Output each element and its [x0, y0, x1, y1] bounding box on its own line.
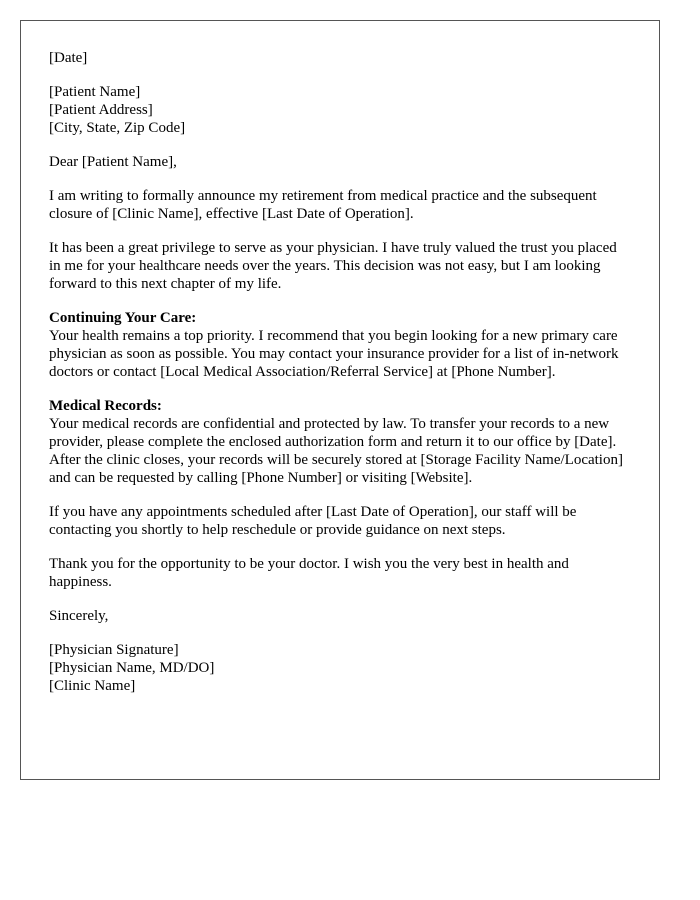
- recipient-city-state-zip: [City, State, Zip Code]: [49, 120, 186, 136]
- physician-signature: [Physician Signature]: [49, 642, 179, 658]
- intro-paragraph: I am writing to formally announce my retirement from medical practice and the subsequent closure of [Clinic Name], effective [Last Date of Operation].: [49, 188, 597, 222]
- recipient-address: [Patient Address]: [49, 102, 153, 118]
- medical-records-body: Your medical records are confidential and protected by law. To transfer your records to a new provider, please complete the enclosed authorization form and return it to our office by [Date]. After the clinic closes, your records will be securely stored at [Storage Facility Name/Location] and can be requested by calling [Phone Number] or visiting [Website].: [49, 416, 623, 486]
- letter-date: [Date]: [49, 50, 88, 66]
- privilege-paragraph: It has been a great privilege to serve as your physician. I have truly valued the trust you placed in me for your healthcare needs over the years. This decision was not easy, but I am looking forward to this next chapter of my life.: [49, 240, 617, 292]
- clinic-name: [Clinic Name]: [49, 678, 136, 694]
- appointments-paragraph: If you have any appointments scheduled after [Last Date of Operation], our staff will be contacting you shortly to help reschedule or provide guidance on next steps.: [49, 504, 577, 538]
- closing: Sincerely,: [49, 608, 109, 624]
- thanks-paragraph: Thank you for the opportunity to be your doctor. I wish you the very best in health and happiness.: [49, 556, 569, 590]
- continuing-care-body: Your health remains a top priority. I recommend that you begin looking for a new primary care physician as soon as possible. You may contact your insurance provider for a list of in-network doctors or contact [Local Medical Association/Referral Service] at [Phone Number].: [49, 328, 619, 380]
- medical-records-section: [49, 397, 631, 487]
- signature-block: [49, 641, 631, 695]
- continuing-care-heading: Continuing Your Care:: [49, 310, 197, 326]
- medical-records-heading: Medical Records:: [49, 398, 162, 414]
- physician-name: [Physician Name, MD/DO]: [49, 660, 215, 676]
- continuing-care-section: [49, 309, 631, 381]
- recipient-name: [Patient Name]: [49, 84, 141, 100]
- recipient-address-block: [49, 83, 631, 137]
- salutation: Dear [Patient Name],: [49, 154, 177, 170]
- letter-page: [20, 20, 660, 780]
